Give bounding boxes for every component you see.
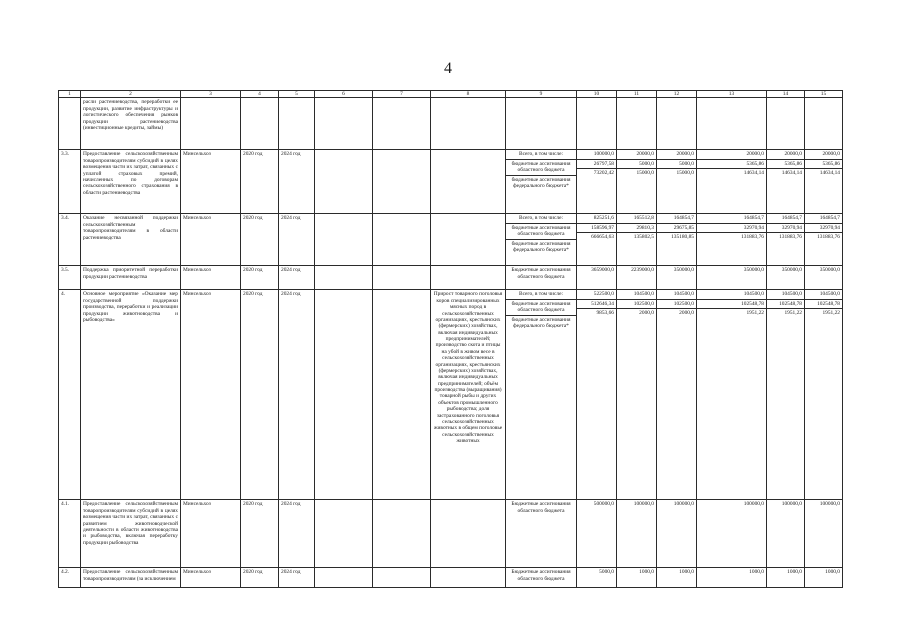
start-year-cell: 2020 год	[241, 266, 279, 290]
funding-value: 164854,7	[673, 215, 694, 222]
funding-value: 1000,0	[787, 569, 802, 576]
funding-value-cell	[767, 214, 805, 266]
executor-cell	[181, 98, 241, 150]
row-title-cell: расли растениеводства, переработки ее продукции, развитие инфраструктуры и логистического обеспечения рынков продукции растениеводства (инвестиционные кредиты, займы)	[81, 98, 181, 150]
funding-source-cell	[506, 568, 577, 588]
row-id-cell	[59, 98, 81, 150]
funding-source-cell	[506, 266, 577, 290]
funding-value-cell	[697, 568, 767, 588]
funding-value-cell	[805, 266, 843, 290]
funding-value: 131883,76	[697, 232, 766, 241]
funding-value-cell	[657, 150, 697, 214]
start-year-cell: 2020 год	[241, 150, 279, 214]
funding-value: 102500,0	[617, 299, 656, 308]
empty-cell-7	[373, 150, 431, 214]
funding-value: 2000,0	[657, 308, 696, 317]
indicator-cell	[431, 150, 506, 214]
column-number-cell: 8	[431, 91, 506, 98]
row-id-cell: 3.4.	[59, 214, 81, 266]
row-id-cell: 4.1.	[59, 500, 81, 568]
end-year-cell: 2024 год	[279, 500, 315, 568]
funding-value: 1951,22	[805, 308, 842, 317]
start-year-cell: 2020 год	[241, 568, 279, 588]
funding-value-cell	[697, 214, 767, 266]
funding-value: 164854,7	[781, 215, 802, 222]
funding-value: 32970,94	[805, 223, 842, 232]
column-number-cell: 3	[181, 91, 241, 98]
executor-cell: Минсельхоз	[181, 266, 241, 290]
table-row	[59, 214, 843, 266]
column-number-cell: 12	[657, 91, 697, 98]
funding-value: 131883,76	[805, 232, 842, 241]
funding-value: 9853,66	[577, 308, 616, 317]
funding-value: 104500,0	[819, 291, 840, 298]
empty-cell-7	[373, 266, 431, 290]
column-number-cell: 2	[81, 91, 181, 98]
empty-cell-6	[315, 500, 373, 568]
funding-value: 1951,22	[697, 308, 766, 317]
funding-source-name: Всего, в том числе:	[518, 291, 563, 298]
column-number-cell: 10	[577, 91, 617, 98]
funding-source-name: бюджетные ассигнования областного бюджета	[506, 159, 576, 175]
funding-value-cell	[577, 214, 617, 266]
start-year-cell: 2020 год	[241, 290, 279, 500]
funding-value: 73202,42	[577, 168, 616, 177]
column-number-cell: 4	[241, 91, 279, 98]
empty-cell-6	[315, 150, 373, 214]
funding-value-cell	[577, 500, 617, 568]
table-row	[59, 98, 843, 150]
table-row	[59, 500, 843, 568]
page-number: 4	[444, 60, 452, 77]
funding-value-cell	[697, 290, 767, 500]
row-title-cell: Предоставление сельскохозяйственным товаропроизводителям субсидий в целях возмещения части их затрат, связанных с развитием животноводческой деятельности в области животноводства и рыбоводства, включая переработку продукции рыбоводства	[81, 500, 181, 568]
funding-value: 825251,6	[593, 215, 614, 222]
funding-source-name: бюджетные ассигнования областного бюджета	[506, 299, 576, 315]
executor-cell: Минсельхоз	[181, 214, 241, 266]
funding-source-name: бюджетные ассигнования федерального бюджета*	[506, 175, 576, 191]
funding-value-cell	[697, 98, 767, 150]
funding-value: 1000,0	[639, 569, 654, 576]
funding-value: 20000,0	[636, 151, 654, 158]
funding-value: 164854,7	[743, 215, 764, 222]
funding-value: 165512,8	[633, 215, 654, 222]
empty-cell-6	[315, 290, 373, 500]
funding-value-cell	[697, 500, 767, 568]
funding-value: 20000,0	[822, 151, 840, 158]
funding-value-cell	[577, 290, 617, 500]
funding-value: 104500,0	[633, 291, 654, 298]
funding-value-cell	[805, 500, 843, 568]
funding-value: 5365,86	[805, 159, 842, 168]
funding-value: 14634,14	[805, 168, 842, 177]
funding-source-name: Бюджетные ассигнования областного бюджета	[511, 267, 571, 280]
empty-cell-7	[373, 290, 431, 500]
funding-source-cell	[506, 150, 577, 214]
end-year-cell: 2024 год	[279, 214, 315, 266]
column-number-cell: 11	[617, 91, 657, 98]
funding-value: 522500,0	[593, 291, 614, 298]
funding-value: 350000,0	[673, 267, 694, 274]
funding-value: 131883,76	[767, 232, 804, 241]
funding-value-cell	[767, 266, 805, 290]
empty-cell-6	[315, 98, 373, 150]
column-number-cell: 15	[805, 91, 843, 98]
funding-value: 1000,0	[825, 569, 840, 576]
funding-value: 14634,14	[767, 168, 804, 177]
column-number-cell: 14	[767, 91, 805, 98]
funding-value-cell	[657, 568, 697, 588]
funding-value: 32970,94	[697, 223, 766, 232]
executor-cell: Минсельхоз	[181, 568, 241, 588]
funding-value: 102548,78	[697, 299, 766, 308]
funding-value: 2239000,0	[631, 267, 654, 274]
funding-source-name: бюджетные ассигнования федерального бюджета*	[506, 315, 576, 331]
funding-value: 666654,63	[577, 232, 616, 241]
funding-value: 32970,94	[767, 223, 804, 232]
funding-value: 164854,7	[819, 215, 840, 222]
funding-value-cell	[617, 568, 657, 588]
column-number-cell: 5	[279, 91, 315, 98]
funding-value: 158596,97	[577, 223, 616, 232]
funding-value-cell	[657, 98, 697, 150]
indicator-cell	[431, 500, 506, 568]
empty-cell-7	[373, 98, 431, 150]
funding-value: 5000,0	[617, 159, 656, 168]
funding-source-name: бюджетные ассигнования федерального бюджета*	[506, 239, 576, 255]
funding-value-cell	[657, 500, 697, 568]
funding-value-cell	[657, 214, 697, 266]
executor-cell: Минсельхоз	[181, 290, 241, 500]
funding-value: 1951,22	[767, 308, 804, 317]
funding-value-cell	[617, 500, 657, 568]
row-id-cell: 3.5.	[59, 266, 81, 290]
funding-value: 135802,5	[617, 232, 656, 241]
funding-value-cell	[767, 98, 805, 150]
funding-source-cell	[506, 214, 577, 266]
funding-value-cell	[767, 290, 805, 500]
funding-value-cell	[697, 266, 767, 290]
funding-value-cell	[577, 266, 617, 290]
funding-value-cell	[697, 150, 767, 214]
funding-source-name: Всего, в том числе:	[518, 151, 563, 158]
end-year-cell	[279, 98, 315, 150]
funding-value: 100000,0	[819, 501, 840, 508]
funding-value: 5365,86	[697, 159, 766, 168]
funding-value: 100000,0	[593, 151, 614, 158]
funding-source-cell	[506, 500, 577, 568]
table-row	[59, 568, 843, 588]
funding-value: 104500,0	[743, 291, 764, 298]
funding-value-cell	[577, 568, 617, 588]
funding-value: 2000,0	[617, 308, 656, 317]
indicator-cell	[431, 568, 506, 588]
start-year-cell: 2020 год	[241, 500, 279, 568]
funding-value: 5000,0	[599, 569, 614, 576]
table-row	[59, 266, 843, 290]
row-title-cell: Оказание несвязанной поддержки сельскохозяйственным товаропроизводителям в области растениеводства	[81, 214, 181, 266]
funding-value: 29675,85	[657, 223, 696, 232]
funding-value: 1000,0	[679, 569, 694, 576]
funding-value: 5000,0	[657, 159, 696, 168]
end-year-cell: 2024 год	[279, 290, 315, 500]
indicator-cell	[431, 98, 506, 150]
funding-value: 26797,58	[577, 159, 616, 168]
funding-value-cell	[617, 214, 657, 266]
funding-value: 100000,0	[673, 501, 694, 508]
funding-value: 135180,85	[657, 232, 696, 241]
empty-cell-7	[373, 568, 431, 588]
funding-value-cell	[617, 266, 657, 290]
funding-value-cell	[657, 290, 697, 500]
funding-value: 20000,0	[784, 151, 802, 158]
funding-value: 15000,0	[657, 168, 696, 177]
program-table	[58, 90, 843, 588]
funding-value-cell	[577, 98, 617, 150]
funding-value: 350000,0	[743, 267, 764, 274]
row-title-cell: Предоставление сельскохозяйственным товаропроизводителям субсидий в целях возмещения части их затрат, связанных с уплатой страховых премий, начисленных по договорам сельскохозяйственного страхования в области растениеводства	[81, 150, 181, 214]
start-year-cell	[241, 98, 279, 150]
program-table-container	[58, 90, 843, 588]
empty-cell-6	[315, 266, 373, 290]
funding-value: 104500,0	[781, 291, 802, 298]
row-id-cell: 4.	[59, 290, 81, 500]
indicator-cell: Прирост товарного поголовья коров специализированных мясных пород в сельскохозяйственных организациях, крестьянских (фермерских) хозяйствах, включая индивидуальных предпринимателей; производство скота и птицы на убой в живом весе в сельскохозяйственных организациях, крестьянских (фермерских) хозяйствах, включая индивидуальных предпринимателей; объём производства (выращивания) товарной рыбы и других объектов промышленного рыбоводства; доля застрахованного поголовья сельскохозяйственных животных в общем поголовье сельскохозяйственных животных	[431, 290, 506, 500]
table-row	[59, 150, 843, 214]
funding-source-cell	[506, 290, 577, 500]
funding-source-cell	[506, 98, 577, 150]
empty-cell-7	[373, 214, 431, 266]
funding-value: 20000,0	[746, 151, 764, 158]
empty-cell-6	[315, 214, 373, 266]
funding-value-cell	[617, 150, 657, 214]
funding-value: 15000,0	[617, 168, 656, 177]
start-year-cell: 2020 год	[241, 214, 279, 266]
funding-source-name: бюджетные ассигнования областного бюджета	[506, 223, 576, 239]
funding-value: 500000,0	[593, 501, 614, 508]
program-table-body	[59, 91, 843, 588]
table-row	[59, 290, 843, 500]
funding-value-cell	[767, 568, 805, 588]
row-title-cell: Основное мероприятие «Оказание мер государственной поддержки производства, переработки и реализации продукции животноводства и рыбоводства»	[81, 290, 181, 500]
end-year-cell: 2024 год	[279, 568, 315, 588]
empty-cell-7	[373, 500, 431, 568]
funding-value-cell	[617, 290, 657, 500]
funding-value: 1000,0	[749, 569, 764, 576]
funding-value: 5365,86	[767, 159, 804, 168]
funding-value: 512646,34	[577, 299, 616, 308]
funding-value: 102548,78	[767, 299, 804, 308]
column-number-cell: 1	[59, 91, 81, 98]
funding-value-cell	[805, 290, 843, 500]
funding-source-name: Всего, в том числе:	[518, 215, 563, 222]
column-numbers-row	[59, 91, 843, 98]
funding-source-name: Бюджетные ассигнования областного бюджета	[511, 501, 571, 514]
funding-value: 350000,0	[781, 267, 802, 274]
funding-value-cell	[767, 150, 805, 214]
indicator-cell	[431, 266, 506, 290]
funding-value: 14634,14	[697, 168, 766, 177]
column-number-cell: 6	[315, 91, 373, 98]
funding-value-cell	[657, 266, 697, 290]
funding-value: 102548,78	[805, 299, 842, 308]
funding-value-cell	[767, 500, 805, 568]
funding-value: 3659000,0	[591, 267, 614, 274]
indicator-cell	[431, 214, 506, 266]
executor-cell: Минсельхоз	[181, 500, 241, 568]
funding-value-cell	[805, 150, 843, 214]
funding-value-cell	[577, 150, 617, 214]
row-id-cell: 3.3.	[59, 150, 81, 214]
funding-source-name: Бюджетные ассигнования областного бюджета	[511, 569, 571, 582]
funding-value: 350000,0	[819, 267, 840, 274]
funding-value: 104500,0	[673, 291, 694, 298]
end-year-cell: 2024 год	[279, 150, 315, 214]
funding-value: 100000,0	[743, 501, 764, 508]
funding-value-cell	[805, 214, 843, 266]
executor-cell: Минсельхоз	[181, 150, 241, 214]
funding-value: 100000,0	[633, 501, 654, 508]
funding-value-cell	[617, 98, 657, 150]
funding-value: 29810,3	[617, 223, 656, 232]
column-number-cell: 13	[697, 91, 767, 98]
funding-value: 100000,0	[781, 501, 802, 508]
empty-cell-6	[315, 568, 373, 588]
funding-value-cell	[805, 98, 843, 150]
funding-value-cell	[805, 568, 843, 588]
end-year-cell: 2024 год	[279, 266, 315, 290]
column-number-cell: 9	[506, 91, 577, 98]
funding-value: 20000,0	[676, 151, 694, 158]
row-title-cell: Поддержка приоритетной переработки продукции растениеводства	[81, 266, 181, 290]
column-number-cell: 7	[373, 91, 431, 98]
funding-value: 102500,0	[657, 299, 696, 308]
row-title-cell: Предоставление сельскохозяйственным товаропроизводителям (за исключением	[81, 568, 181, 588]
row-id-cell: 4.2.	[59, 568, 81, 588]
